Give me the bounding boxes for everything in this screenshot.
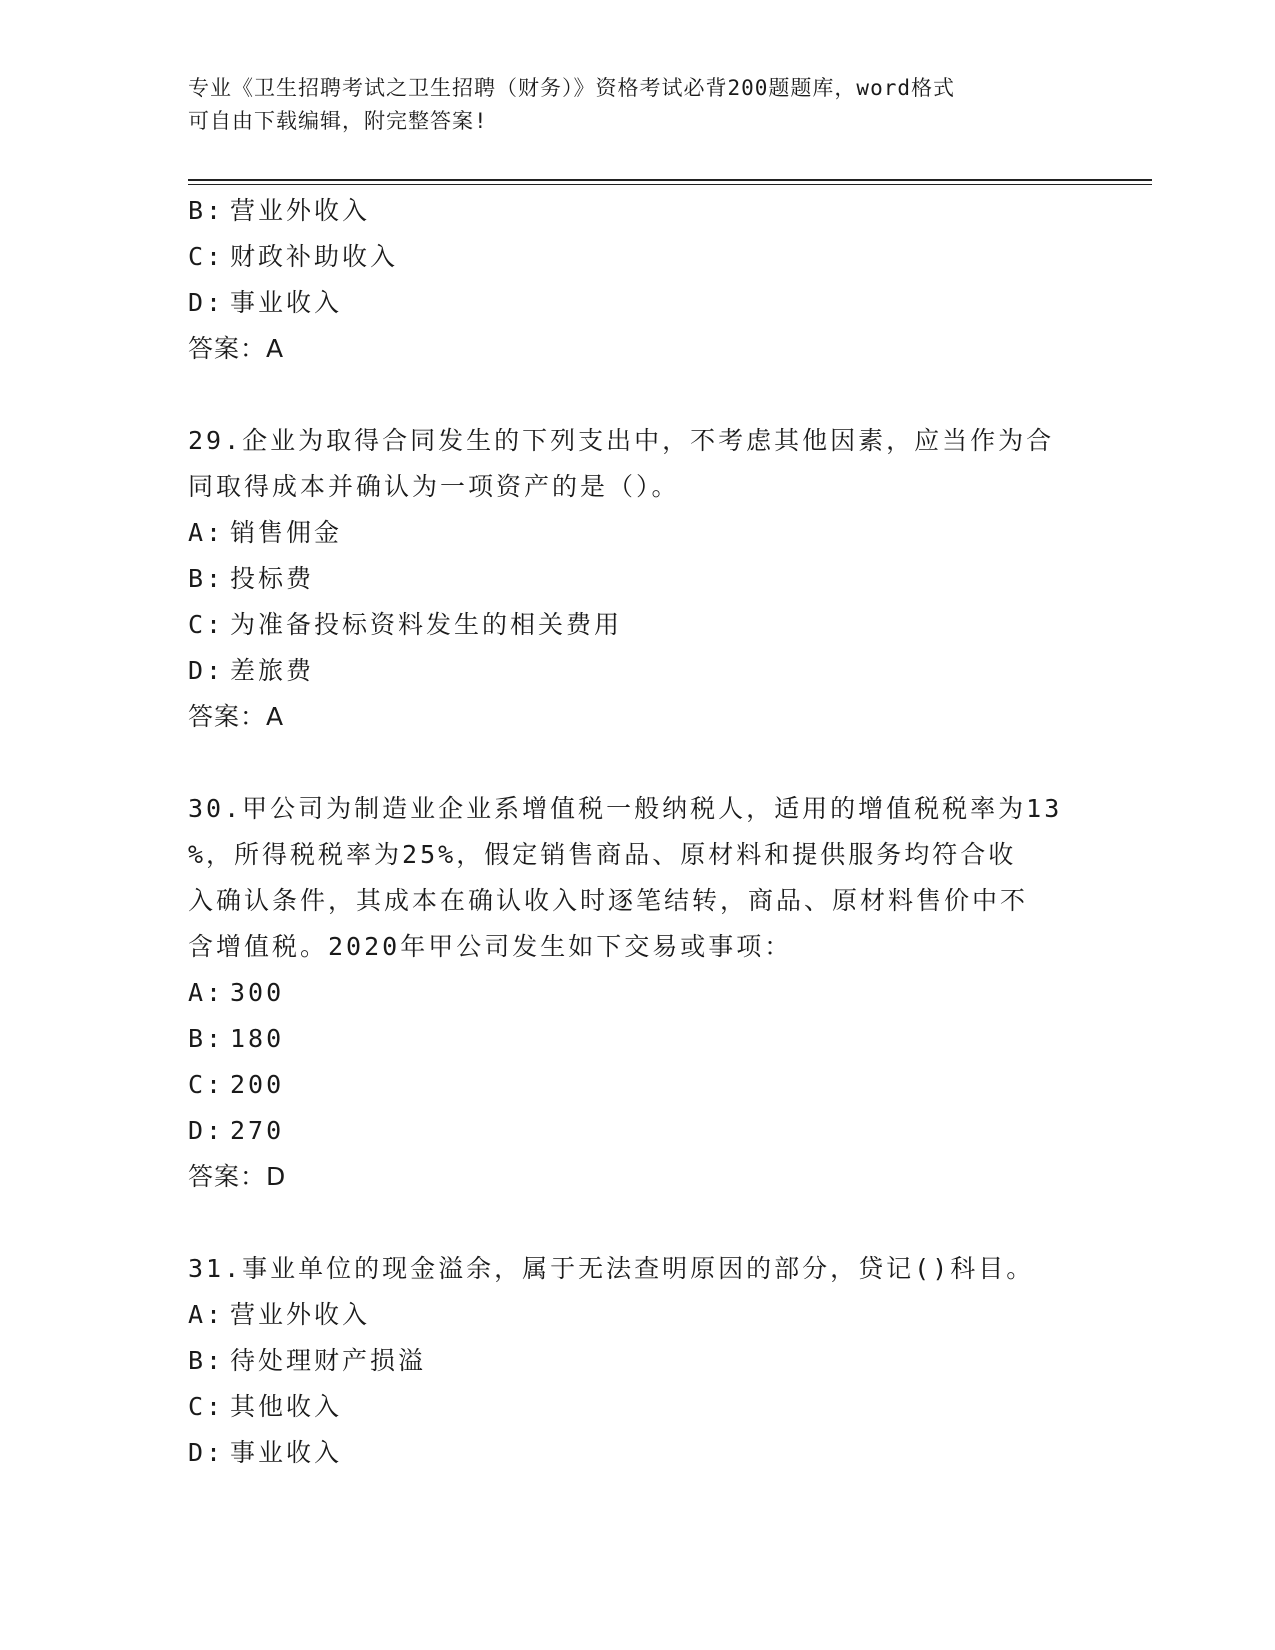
option-letter: C:	[188, 1392, 225, 1421]
option-letter: D:	[188, 1116, 225, 1145]
header-divider-thick	[188, 179, 1152, 181]
option-letter: C:	[188, 610, 225, 639]
spacer	[188, 1200, 1088, 1246]
option-letter: B:	[188, 196, 225, 225]
option-letter: D:	[188, 1438, 225, 1467]
question-29	[188, 418, 1088, 740]
option-c	[188, 1062, 1088, 1108]
spacer	[188, 372, 1088, 418]
option-letter: B:	[188, 1346, 225, 1375]
question-stem: 同取得成本并确认为一项资产的是（）。	[188, 472, 680, 501]
option-letter: D:	[188, 288, 225, 317]
option-letter: A:	[188, 518, 225, 547]
document-header	[188, 72, 1068, 138]
option-text: 营业外收入	[230, 1300, 371, 1329]
question-30	[188, 786, 1088, 1200]
option-d	[188, 1430, 1088, 1476]
option-letter: C:	[188, 1070, 225, 1099]
header-line-1: 专业《卫生招聘考试之卫生招聘（财务）》资格考试必背200题题库，word格式	[188, 76, 955, 100]
option-text: 180	[230, 1024, 285, 1053]
option-text: 营业外收入	[230, 196, 371, 225]
option-a	[188, 510, 1088, 556]
header-divider-thin	[188, 184, 1152, 185]
option-text: 其他收入	[230, 1392, 343, 1421]
option-letter: D:	[188, 656, 225, 685]
option-letter: A:	[188, 1300, 225, 1329]
option-b	[188, 188, 1088, 234]
option-text: 销售佣金	[230, 518, 343, 547]
option-d	[188, 280, 1088, 326]
option-b	[188, 1016, 1088, 1062]
answer-label: 答案：A	[188, 334, 285, 363]
option-text: 200	[230, 1070, 285, 1099]
answer-label: 答案：D	[188, 1162, 287, 1191]
spacer	[188, 740, 1088, 786]
question-28-continuation	[188, 188, 1088, 372]
question-stem: 31.事业单位的现金溢余，属于无法查明原因的部分，贷记()科目。	[188, 1254, 1035, 1283]
option-letter: B:	[188, 564, 225, 593]
option-text: 事业收入	[230, 1438, 343, 1467]
option-letter: A:	[188, 978, 225, 1007]
option-c	[188, 602, 1088, 648]
option-text: 300	[230, 978, 285, 1007]
option-text: 差旅费	[230, 656, 315, 685]
option-b	[188, 1338, 1088, 1384]
option-d	[188, 648, 1088, 694]
option-c	[188, 1384, 1088, 1430]
option-c	[188, 234, 1088, 280]
option-letter: B:	[188, 1024, 225, 1053]
question-31	[188, 1246, 1088, 1476]
question-list	[188, 188, 1088, 1476]
option-text: 事业收入	[230, 288, 343, 317]
question-stem: 30.甲公司为制造业企业系增值税一般纳税人，适用的增值税税率为13	[188, 794, 1063, 823]
option-text: 财政补助收入	[230, 242, 399, 271]
question-stem: 含增值税。2020年甲公司发生如下交易或事项：	[188, 932, 793, 961]
answer-label: 答案：A	[188, 702, 285, 731]
option-text: 待处理财产损溢	[230, 1346, 427, 1375]
question-stem: 入确认条件，其成本在确认收入时逐笔结转，商品、原材料售价中不	[188, 886, 1029, 915]
header-line-2: 可自由下载编辑，附完整答案!	[188, 109, 488, 133]
option-text: 为准备投标资料发生的相关费用	[230, 610, 623, 639]
option-b	[188, 556, 1088, 602]
option-d	[188, 1108, 1088, 1154]
option-text: 投标费	[230, 564, 315, 593]
option-a	[188, 970, 1088, 1016]
question-stem: %，所得税税率为25%，假定销售商品、原材料和提供服务均符合收	[188, 840, 1017, 869]
question-stem: 29.企业为取得合同发生的下列支出中，不考虑其他因素，应当作为合	[188, 426, 1055, 455]
option-text: 270	[230, 1116, 285, 1145]
option-letter: C:	[188, 242, 225, 271]
option-a	[188, 1292, 1088, 1338]
